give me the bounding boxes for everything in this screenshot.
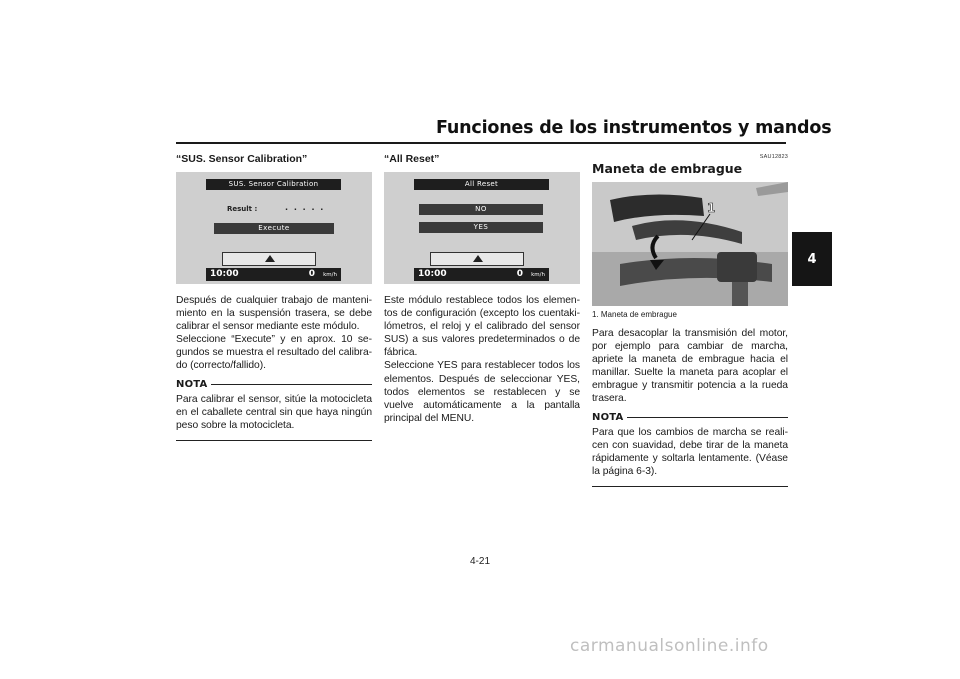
paragraph: Seleccione YES para restablecer todos los elementos. Después de seleccionar YES, todos elementos se restablecen y se vuelve automáticamente a la pantalla principal del MENU.: [384, 360, 580, 424]
nota-rule: [211, 384, 372, 385]
paragraph: Este módulo restablece todos los elemen-tos de configuración (excepto los cuentaki-lómetros, el reloj y el calibrado del sensor SUS) a sus valores predeterminados o de fábrica.: [384, 295, 580, 359]
nota-text: Para que los cambios de marcha se reali-cen con suavidad, debe tirar de la maneta rápidamente y soltarla lentamente. (Véase la página 6-3).: [592, 426, 788, 477]
up-arrow-icon: [473, 255, 483, 262]
header-rule: [176, 142, 786, 144]
watermark: carmanualsonline.info: [570, 636, 769, 656]
clock: 10:00: [210, 269, 239, 279]
clock: 10:00: [418, 269, 447, 279]
nota-header: [176, 379, 372, 390]
yes-option: YES: [419, 222, 543, 233]
clutch-lever-illustration: [592, 182, 788, 306]
nota-box: [176, 379, 372, 441]
result-label: Result :: [227, 205, 258, 213]
nota-rule: [627, 417, 788, 418]
speed: 0: [308, 269, 315, 279]
left-body: [176, 294, 372, 373]
nota-box: [592, 412, 788, 487]
sus-calibration-screen: [176, 172, 372, 284]
up-arrow-icon: [265, 255, 275, 262]
clutch-lever-photo: [592, 182, 788, 306]
paragraph: Seleccione “Execute” y en aprox. 10 se-gundos se muestra el resultado del calibra-do (correcto/fallido).: [176, 334, 372, 372]
paragraph: Después de cualquier trabajo de manteni-miento en la suspensión trasera, se debe calibrar el sensor mediante este módulo.: [176, 295, 372, 333]
no-option: NO: [419, 204, 543, 215]
middle-body: [384, 294, 580, 425]
sus-calibration-heading: “SUS. Sensor Calibration”: [176, 153, 308, 165]
clutch-lever-heading: Maneta de embrague: [592, 161, 743, 176]
nota-end-rule: [592, 486, 788, 487]
chapter-tab: 4: [792, 232, 832, 286]
photo-caption: 1. Maneta de embrague: [592, 310, 677, 319]
status-bar: [206, 268, 341, 281]
page-number: 4-21: [469, 556, 490, 567]
screen-title-bar: SUS. Sensor Calibration: [206, 179, 341, 190]
nota-label: NOTA: [592, 411, 624, 423]
all-reset-screen: [384, 172, 580, 284]
speed-unit: km/h: [531, 272, 545, 278]
middle-column: [384, 150, 580, 425]
callout-number: 1: [707, 201, 716, 215]
left-column: [176, 150, 372, 441]
screen-title-bar: All Reset: [414, 179, 549, 190]
speed: 0: [516, 269, 523, 279]
page-header-title: Funciones de los instrumentos y mandos: [436, 118, 832, 138]
right-column: [592, 150, 788, 487]
result-value: . . . . .: [285, 203, 325, 212]
nota-text: Para calibrar el sensor, sitúe la motocicleta en el caballete central sin que haya ningún peso sobre la motocicleta.: [176, 393, 372, 431]
right-body: Para desacoplar la transmisión del motor, por ejemplo para cambiar de marcha, apriete la maneta de embrague hacia el manillar. Suelte la maneta para acoplar el embrague y transmitir potencia a la rueda trasera.: [592, 328, 788, 405]
nota-end-rule: [176, 440, 372, 441]
reference-code: SAU12823: [759, 154, 788, 160]
up-arrow-box: [222, 252, 316, 266]
nota-label: NOTA: [176, 378, 208, 390]
status-bar: [414, 268, 549, 281]
up-arrow-box: [430, 252, 524, 266]
speed-unit: km/h: [323, 272, 337, 278]
all-reset-heading: “All Reset”: [384, 153, 440, 165]
execute-button: Execute: [214, 223, 334, 234]
nota-header: [592, 412, 788, 423]
